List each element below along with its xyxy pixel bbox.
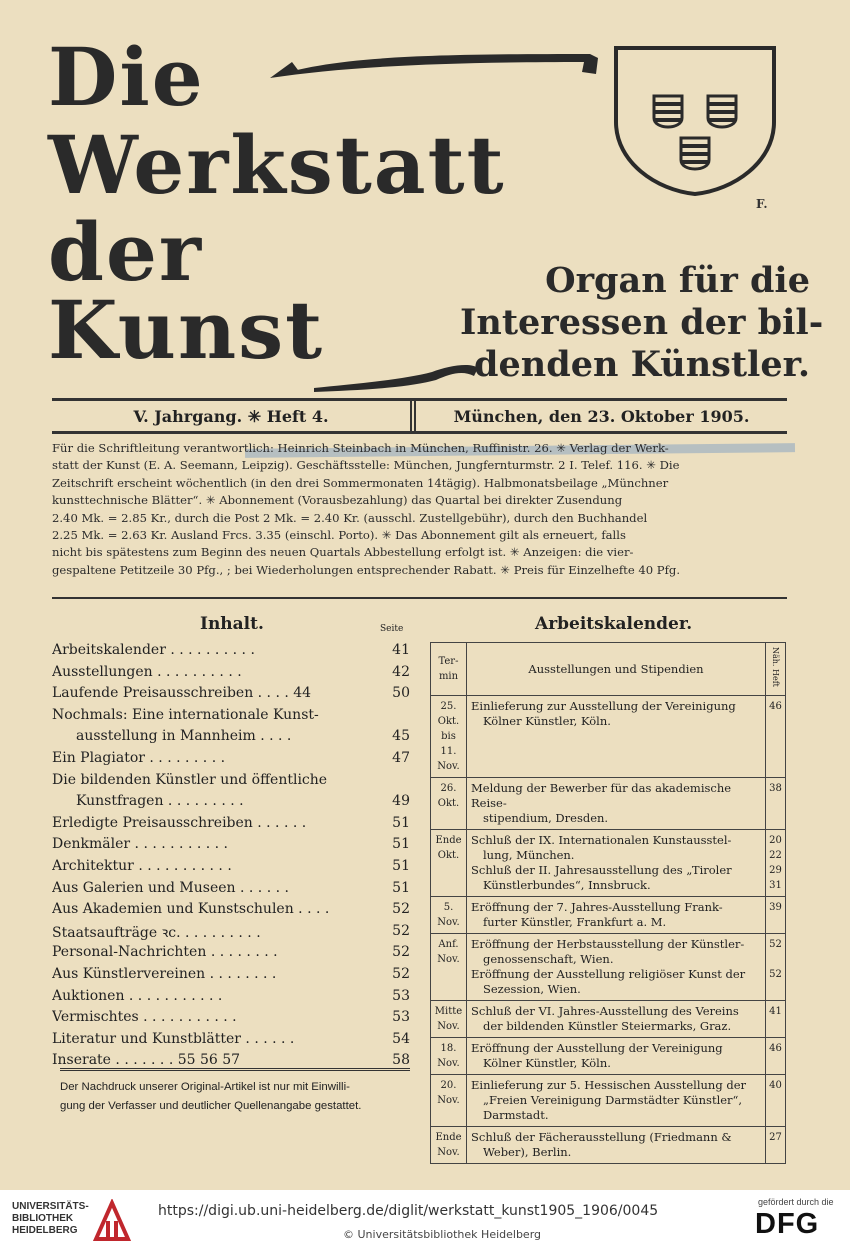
calendar-date-line: Anf. (438, 939, 459, 950)
calendar-description-line: Einlieferung zur Ausstellung der Vereinigung (471, 699, 736, 713)
calendar-description-line: Eröffnung der Herbstausstellung der Künstler- (471, 937, 745, 951)
toc-entry-title: Vermischtes . . . . . . . . . . . (52, 1009, 237, 1026)
library-name-line: UNIVERSITÄTS- (12, 1201, 89, 1212)
imprint-line: kunsttechnische Blätter“. ✳ Abonnement (Vorausbezahlung) das Quartal bei direkter Zusendung (52, 493, 623, 508)
calendar-heading: Arbeitskalender. (535, 614, 693, 634)
calendar-issue-number: 38 (769, 783, 782, 794)
subtitle-line: Organ für die (545, 260, 810, 301)
calendar-body (431, 696, 786, 1164)
calendar-description-line: lung, München. (483, 848, 575, 862)
toc-entry (52, 942, 412, 964)
toc-entry-title: Architektur . . . . . . . . . . . (52, 857, 232, 874)
calendar-description-line: Kölner Künstler, Köln. (483, 1056, 611, 1070)
masthead (40, 30, 824, 392)
page-column-heading: Seite (380, 624, 404, 634)
calendar-issue-ref (766, 696, 786, 778)
artist-monogram: F. (756, 197, 768, 211)
imprint-line: gespaltene Petitzeile 30 Pfg., ; bei Wiederholungen entsprechender Rabatt. ✳ Preis für Einzelhefte 40 Pfg. (52, 562, 681, 577)
calendar-issue-number: 46 (769, 1043, 782, 1054)
calendar-date (431, 696, 467, 778)
calendar-description-line: Schluß der VI. Jahres-Ausstellung des Vereins (471, 1004, 739, 1018)
calendar-date (431, 1075, 467, 1127)
calendar-description (467, 830, 766, 897)
funder-caption: gefördert durch die (758, 1197, 834, 1207)
calendar-issue-ref (766, 778, 786, 830)
calendar-description-line: genossenschaft, Wien. (483, 952, 614, 966)
col-header-issue (766, 643, 786, 696)
toc-entry (52, 899, 412, 921)
calendar-date-line: 20. (440, 1080, 457, 1091)
toc-entry-title: ausstellung in Mannheim . . . . (76, 728, 292, 745)
toc-entry-title: Ein Plagiator . . . . . . . . . (52, 749, 226, 766)
calendar-description-line: Darmstadt. (483, 1108, 549, 1122)
toc-entry (52, 813, 412, 835)
dfg-logo[interactable]: DFG (755, 1208, 820, 1240)
calendar-date-line: 18. (440, 1043, 457, 1054)
calendar-issue-number: 52 (769, 939, 782, 950)
calendar-issue-number: 39 (769, 902, 782, 913)
calendar-date-line: Ende (435, 835, 462, 846)
toc-entry-title: Kunstfragen . . . . . . . . . (76, 793, 244, 810)
library-name-line: BIBLIOTHEK (12, 1213, 74, 1224)
calendar-date-line: Nov. (437, 917, 460, 928)
calendar-description (467, 1127, 766, 1164)
toc-entry-title: Literatur und Kunstblätter . . . . . . (52, 1030, 295, 1047)
calendar-description-line: stipendium, Dresden. (483, 811, 609, 825)
toc-entry (52, 986, 412, 1008)
coat-of-arms-shield-icon (610, 44, 780, 199)
toc-entry-title: Personal-Nachrichten . . . . . . . . (52, 944, 278, 961)
ornament-swoosh-top (270, 48, 600, 88)
calendar-description-line: Schluß der IX. Internationalen Kunstausstel- (471, 833, 732, 847)
toc-entry-page: 45 (388, 728, 410, 744)
calendar-description-line: Schluß der Fächerausstellung (Friedmann & (471, 1130, 732, 1144)
calendar-issue-ref (766, 830, 786, 897)
calendar-date-line: Nov. (437, 954, 460, 965)
calendar-description-line: Weber), Berlin. (483, 1145, 572, 1159)
calendar-row (431, 696, 786, 778)
calendar-issue-number: 20 (769, 835, 782, 846)
toc-entry (52, 856, 412, 878)
toc-entry-page: 58 (388, 1052, 410, 1068)
toc-entry-page: 42 (388, 664, 410, 680)
toc-entry-page: 47 (388, 750, 410, 766)
toc-entry (52, 834, 412, 856)
calendar-date-line: 25. Okt. (437, 701, 460, 727)
calendar-issue-ref (766, 934, 786, 1001)
library-name (12, 1201, 89, 1237)
calendar-date (431, 934, 467, 1001)
calendar-description-line: Eröffnung der Ausstellung religiöser Kunst der (471, 967, 746, 981)
toc-entry-page: 52 (388, 966, 410, 982)
calendar-issue-number: 41 (769, 1006, 782, 1017)
calendar-row (431, 830, 786, 897)
calendar-issue-ref (766, 1127, 786, 1164)
calendar-issue-ref (766, 1075, 786, 1127)
calendar-issue-number: 52 (769, 969, 782, 980)
imprint-line: statt der Kunst (E. A. Seemann, Leipzig). Geschäftsstelle: München, Jungfernturmstr. 2 I. Telef. 116. ✳ Die (52, 458, 680, 473)
title-line: Werkstatt (48, 118, 506, 212)
contents-heading: Inhalt. (200, 614, 264, 634)
toc-entry (52, 964, 412, 986)
calendar-row (431, 1127, 786, 1164)
col-header-date: Ter-min (431, 643, 467, 696)
calendar-description-line: der bildenden Künstler Steiermarks, Graz. (483, 1019, 732, 1033)
calendar-description-line: Meldung der Bewerber für das akademische Reise- (471, 781, 732, 810)
calendar-row (431, 1001, 786, 1038)
library-name-line: HEIDELBERG (12, 1225, 78, 1236)
calendar-row (431, 934, 786, 1001)
toc-entry-title: Erledigte Preisausschreiben . . . . . . (52, 814, 307, 831)
subtitle-line: denden Künstler. (474, 344, 810, 385)
calendar-table (430, 642, 786, 1164)
calendar-row (431, 897, 786, 934)
calendar-date-line: Nov. (437, 1021, 460, 1032)
toc-entry-title: Auktionen . . . . . . . . . . . (52, 987, 223, 1004)
calendar-issue-number (766, 952, 785, 967)
calendar-date-line: bis 11. (440, 731, 457, 757)
calendar-row (431, 1075, 786, 1127)
calendar-issue-number: 40 (769, 1080, 782, 1091)
toc-entry (52, 683, 412, 705)
copyright-notice: © Universitätsbibliothek Heidelberg (343, 1228, 542, 1241)
toc-entry (52, 640, 412, 662)
toc-entry-page: 53 (388, 1009, 410, 1025)
imprint-line: 2.25 Mk. = 2.63 Kr. Ausland Frcs. 3.35 (einschl. Porto). ✳ Das Abonnement gilt als erneuert, falls (52, 528, 626, 543)
toc-entry-page: 49 (388, 793, 410, 809)
toc-entry-title: Inserate . . . . . . . 55 56 57 (52, 1052, 241, 1069)
toc-entry-title: Staatsaufträge ꝛc. . . . . . . . . . (52, 924, 261, 941)
calendar-date (431, 830, 467, 897)
col-header-issue-label: Näh. Heft (771, 646, 780, 687)
toc-entry-page: 51 (388, 858, 410, 874)
toc-entry-title: Aus Künstlervereinen . . . . . . . . (52, 965, 277, 982)
calendar-description (467, 696, 766, 778)
calendar-date-line: Mitte (434, 1006, 463, 1017)
permalink-url[interactable]: https://digi.ub.uni-heidelberg.de/diglit/werkstatt_kunst1905_1906/0045 (158, 1203, 659, 1219)
ornament-swoosh-bottom (312, 354, 482, 394)
toc-entry-page: 51 (388, 815, 410, 831)
toc-entry-title: Denkmäler . . . . . . . . . . . (52, 836, 228, 853)
calendar-date-line: Nov. (437, 1147, 460, 1158)
calendar-description-line: Kölner Künstler, Köln. (483, 714, 611, 728)
toc-entry-page: 52 (388, 923, 410, 939)
toc-entry (52, 662, 412, 684)
toc-entry-title: Laufende Preisausschreiben . . . . 44 (52, 685, 312, 702)
library-logo-icon[interactable] (92, 1199, 132, 1243)
calendar-date-line: 26. (440, 783, 457, 794)
imprint-line: Zeitschrift erscheint wöchentlich (in den drei Sommermonaten 14tägig). Halbmonatsbeilage „Münchner (52, 475, 669, 490)
toc-entry (52, 791, 412, 813)
imprint-block (52, 440, 787, 579)
calendar-description (467, 897, 766, 934)
calendar-date (431, 778, 467, 830)
calendar-date-line: Nov. (437, 761, 460, 772)
subtitle (460, 260, 824, 386)
calendar-date (431, 1127, 467, 1164)
title-line: Die (48, 30, 205, 124)
divider (52, 597, 787, 599)
toc-entry-page: 50 (388, 685, 410, 701)
issue-bar (52, 398, 787, 434)
toc-entry-page: 51 (388, 880, 410, 896)
calendar-description-line: Sezession, Wien. (483, 982, 581, 996)
col-header-description: Ausstellungen und Stipendien (467, 643, 766, 696)
toc-entry-page: 53 (388, 988, 410, 1004)
title-line: der (48, 205, 203, 299)
toc-entry-title: Ausstellungen . . . . . . . . . . (52, 663, 242, 680)
calendar-issue-number: 46 (769, 701, 782, 712)
calendar-issue-number: 22 (769, 850, 782, 861)
subtitle-line: Interessen der bil- (460, 302, 824, 343)
calendar-description (467, 1038, 766, 1075)
toc-entry (52, 1007, 412, 1029)
calendar-issue-ref (766, 897, 786, 934)
toc-entry-page: 41 (388, 642, 410, 658)
calendar-date (431, 1001, 467, 1038)
calendar-issue-ref (766, 1001, 786, 1038)
toc-entry-page: 52 (388, 901, 410, 917)
calendar-description-line: Eröffnung der Ausstellung der Vereinigung (471, 1041, 723, 1055)
table-of-contents (52, 640, 412, 1072)
notice-line: gung der Verfasser und deutlicher Quellenangabe gestattet. (60, 1100, 362, 1112)
toc-entry (52, 921, 412, 943)
calendar-issue-ref (766, 1038, 786, 1075)
toc-entry-title: Die bildenden Künstler und öffentliche (52, 771, 328, 788)
calendar-date-line: Ende (435, 1132, 462, 1143)
toc-entry-title: Nochmals: Eine internationale Kunst- (52, 706, 319, 723)
calendar-description-line: Künstlerbundes“, Innsbruck. (483, 878, 651, 892)
calendar-description (467, 1001, 766, 1038)
calendar-date-line: 5. (443, 902, 454, 913)
calendar-date-line: Nov. (437, 1095, 460, 1106)
calendar-description (467, 1075, 766, 1127)
volume-issue: V. Jahrgang. ✳ Heft 4. (133, 406, 329, 426)
toc-entry-page: 51 (388, 836, 410, 852)
toc-entry-title: Aus Galerien und Museen . . . . . . (52, 879, 289, 896)
toc-entry (52, 878, 412, 900)
imprint-line: 2.40 Mk. = 2.85 Kr., durch die Post 2 Mk. = 2.40 Kr. (ausschl. Zustellgebühr), durch den Buchhandel (52, 510, 648, 525)
divider (60, 1068, 410, 1071)
calendar-description-line: Einlieferung zur 5. Hessischen Ausstellung der (471, 1078, 747, 1092)
place-date: München, den 23. Oktober 1905. (453, 406, 750, 426)
calendar-date-line: Okt. (437, 850, 460, 861)
calendar-description (467, 778, 766, 830)
calendar-date (431, 1038, 467, 1075)
calendar-description-line: Schluß der II. Jahresausstellung des „Tiroler (471, 863, 732, 877)
calendar-row (431, 1038, 786, 1075)
imprint-line: nicht bis spätestens zum Beginn des neuen Quartals Abbestellung erfolgt ist. ✳ Anzeigen: die vier- (52, 545, 634, 560)
toc-entry-title: Aus Akademien und Kunstschulen . . . . (52, 901, 330, 918)
toc-entry (52, 1029, 412, 1051)
calendar-date-line: Nov. (437, 1058, 460, 1069)
toc-entry-page: 52 (388, 944, 410, 960)
calendar-issue-number: 29 (769, 865, 782, 876)
calendar-description-line: „Freien Vereinigung Darmstädter Künstler“, (483, 1093, 743, 1107)
toc-entry (52, 705, 412, 727)
calendar-row (431, 778, 786, 830)
calendar-date (431, 897, 467, 934)
toc-entry (52, 726, 412, 748)
calendar-date-line: Okt. (437, 798, 460, 809)
toc-entry (52, 748, 412, 770)
calendar-issue-number: 27 (769, 1132, 782, 1143)
toc-entry (52, 770, 412, 792)
calendar-description-line: furter Künstler, Frankfurt a. M. (483, 915, 667, 929)
calendar-issue-number: 31 (769, 880, 782, 891)
toc-entry-title: Arbeitskalender . . . . . . . . . . (52, 642, 255, 658)
calendar-description-line: Eröffnung der 7. Jahres-Ausstellung Frank- (471, 900, 723, 914)
calendar-header-row (431, 643, 786, 696)
title-line: Kunst (48, 283, 325, 377)
reprint-notice (60, 1078, 412, 1116)
imprint-line: Für die Schriftleitung verantwortlich: Heinrich Steinbach in München, Ruffinistr. 26. ✳ Verlag der Werk- (52, 441, 669, 455)
notice-line: Der Nachdruck unserer Original-Artikel ist nur mit Einwilli- (60, 1081, 350, 1093)
calendar-description (467, 934, 766, 1001)
toc-entry-page: 54 (388, 1031, 410, 1047)
